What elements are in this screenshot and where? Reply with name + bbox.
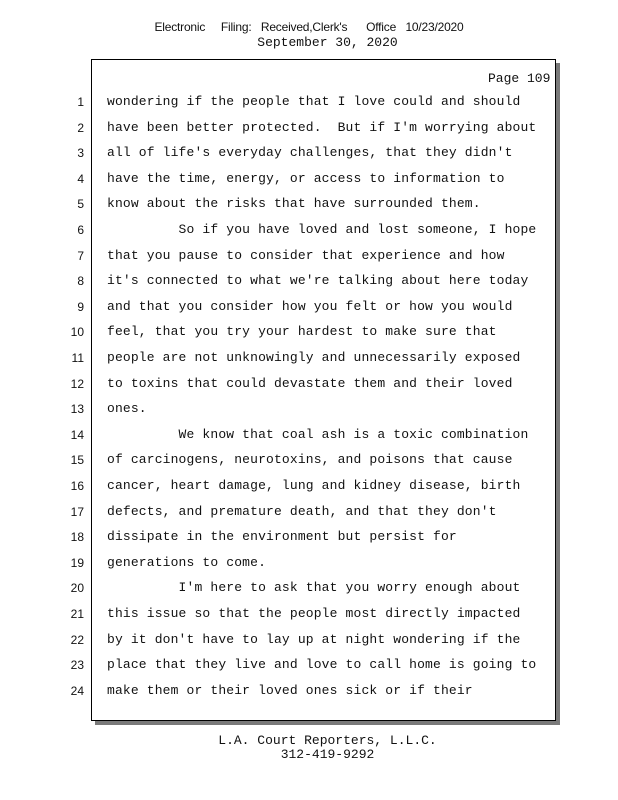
transcript-line xyxy=(0,501,618,527)
transcript-line xyxy=(0,475,618,501)
page-number: Page 109 xyxy=(488,71,551,86)
transcript-line xyxy=(0,424,618,450)
reporter-phone: 312-419-9292 xyxy=(280,747,375,762)
transcript-line xyxy=(0,449,618,475)
line-text: have been better protected. But if I'm worrying about xyxy=(107,119,537,135)
reporter-company: L.A. Court Reporters, L.L.C. xyxy=(218,733,437,748)
line-number: 9 xyxy=(77,299,84,314)
transcript-line xyxy=(0,296,618,322)
line-text: place that they live and love to call home is going to xyxy=(107,657,537,673)
transcript-line xyxy=(0,398,618,424)
transcript-line xyxy=(0,347,618,373)
line-number: 22 xyxy=(70,632,84,647)
line-text: ones. xyxy=(107,401,147,417)
line-number: 13 xyxy=(70,402,84,417)
transcript-line xyxy=(0,219,618,245)
transcript-date: September 30, 2020 xyxy=(257,35,398,50)
line-number: 7 xyxy=(77,248,84,263)
line-number: 24 xyxy=(70,683,84,698)
line-text: to toxins that could devastate them and their loved xyxy=(107,375,513,391)
line-text: cancer, heart damage, lung and kidney disease, birth xyxy=(107,478,521,493)
line-number: 20 xyxy=(70,581,84,596)
transcript-line xyxy=(0,245,618,271)
transcript-line xyxy=(0,629,618,655)
line-number: 8 xyxy=(77,274,84,289)
line-text: wondering if the people that I love could and should xyxy=(107,94,521,109)
line-text: So if you have loved and lost someone, I hope xyxy=(107,222,537,237)
line-text: dissipate in the environment but persist for xyxy=(107,529,457,545)
line-text: people are not unknowingly and unnecessarily exposed xyxy=(107,350,521,365)
line-text: I'm here to ask that you worry enough about xyxy=(107,580,521,596)
line-text: all of life's everyday challenges, that they didn't xyxy=(107,145,513,161)
line-text: know about the risks that have surrounded them. xyxy=(107,196,481,212)
line-number: 3 xyxy=(77,146,84,161)
transcript-line xyxy=(0,373,618,399)
line-number: 5 xyxy=(77,197,84,212)
line-number: 2 xyxy=(77,120,84,135)
transcript-line xyxy=(0,552,618,578)
line-number: 1 xyxy=(77,95,84,109)
line-text: make them or their loved ones sick or if their xyxy=(107,682,473,698)
line-text: this issue so that the people most directly impacted xyxy=(107,606,521,621)
transcript-line xyxy=(0,168,618,194)
line-number: 21 xyxy=(70,607,84,621)
line-number: 15 xyxy=(70,453,84,468)
line-number: 14 xyxy=(70,427,84,442)
transcript-line xyxy=(0,193,618,219)
line-text: generations to come. xyxy=(107,554,267,570)
line-text: have the time, energy, or access to information to xyxy=(107,170,505,186)
line-number: 19 xyxy=(70,555,84,570)
line-number: 12 xyxy=(70,376,84,391)
line-number: 11 xyxy=(71,351,84,365)
line-text: of carcinogens, neurotoxins, and poisons that cause xyxy=(107,452,513,468)
transcript-line xyxy=(0,270,618,296)
line-number: 16 xyxy=(70,479,84,493)
line-number: 23 xyxy=(70,658,84,673)
filing-stamp: Electronic Filing: Received,Clerk's Office 10/23/2020 xyxy=(154,20,464,34)
transcript-line xyxy=(0,142,618,168)
line-text: defects, and premature death, and that they don't xyxy=(107,503,497,519)
line-text: We know that coal ash is a toxic combination xyxy=(107,426,529,442)
line-number: 18 xyxy=(70,530,84,545)
line-number: 6 xyxy=(77,223,84,237)
transcript-line xyxy=(0,91,618,117)
transcript-line xyxy=(0,680,618,706)
transcript-line xyxy=(0,526,618,552)
transcript-line xyxy=(0,321,618,347)
transcript-line xyxy=(0,603,618,629)
transcript-line xyxy=(0,577,618,603)
line-text: feel, that you try your hardest to make sure that xyxy=(107,324,497,340)
line-text: by it don't have to lay up at night wondering if the xyxy=(107,631,521,647)
line-number: 4 xyxy=(77,171,84,186)
line-text: and that you consider how you felt or how you would xyxy=(107,298,513,314)
transcript-line xyxy=(0,654,618,680)
line-number: 17 xyxy=(70,504,84,519)
transcript-line xyxy=(0,117,618,143)
line-number: 10 xyxy=(70,325,84,340)
line-text: it's connected to what we're talking about here today xyxy=(107,273,529,289)
line-text: that you pause to consider that experience and how xyxy=(107,247,505,263)
